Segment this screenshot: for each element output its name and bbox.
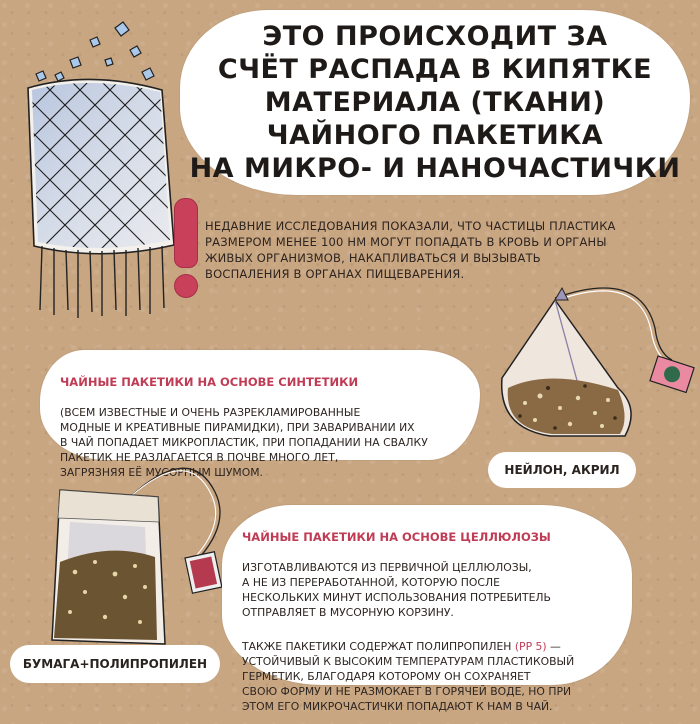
synthetic-card <box>40 350 480 479</box>
warning-dot <box>174 274 198 298</box>
heading-title: ЭТО ПРОИСХОДИТ ЗА СЧЁТ РАСПАДА В КИПЯТКЕ МАТЕРИАЛА (ТКАНИ) ЧАЙНОГО ПАКЕТИКА НА МИКРО- И НАНОЧАСТИЧКИ <box>189 21 681 184</box>
cellulose-body1: ИЗГОТАВЛИВАЮТСЯ ИЗ ПЕРВИЧНОЙ ЦЕЛЛЮЛОЗЫ, А НЕ ИЗ ПЕРЕРАБОТАННОЙ, КОТОРУЮ ПОСЛЕ НЕСКОЛЬКИХ МИНУТ ИСПОЛЬЗОВАНИЯ ПОТРЕБИТЕЛЬ ОТПРАВЛЯЕТ В МУСОРНУЮ КОРЗИНУ. <box>242 561 551 619</box>
paper-label: БУМАГА+ПОЛИПРОПИЛЕН <box>10 645 220 683</box>
cellulose-body2-pre: ТАКЖЕ ПАКЕТИКИ СОДЕРЖАТ ПОЛИПРОПИЛЕН <box>242 640 515 653</box>
cellulose-text <box>222 505 632 724</box>
synthetic-title: ЧАЙНЫЕ ПАКЕТИКИ НА ОСНОВЕ СИНТЕТИКИ <box>60 375 359 389</box>
warning-exclamation-icon <box>168 198 208 298</box>
mesh-tea-bag-illustration <box>10 10 180 330</box>
pp5-label: (PP 5) <box>514 640 547 653</box>
cellulose-card <box>222 505 632 713</box>
warning-bar <box>174 198 198 268</box>
nylon-label: НЕЙЛОН, АКРИЛ <box>488 452 636 488</box>
cellulose-body2-post: — УСТОЙЧИВЫЙ К ВЫСОКИМ ТЕМПЕРАТУРАМ ПЛАСТИКОВЫЙ ГЕРМЕТИК, БЛАГОДАРЯ КОТОРОМУ ОН СОХРАНЯЕТ СВОЮ ФОРМУ И НЕ РАЗМОКАЕТ В ГОРЯЧЕЙ ВОДЕ, НО ПРИ ЭТОМ ЕГО МИКРОЧАСТИЧКИ ПОПАДАЮТ К НАМ В ЧАЙ. <box>242 640 575 713</box>
paper-tea-bag-illustration <box>30 462 230 652</box>
synthetic-body: (ВСЕМ ИЗВЕСТНЫЕ И ОЧЕНЬ РАЗРЕКЛАМИРОВАННЫЕ МОДНЫЕ И КРЕАТИВНЫЕ ПИРАМИДКИ), ПРИ ЗАВАРИВАНИИ ИХ В ЧАЙ ПОПАДАЕТ МИКРОПЛАСТИК, ПРИ ПОПАДАНИИ НА СВАЛКУ ПАКЕТИК НЕ РАЗЛАГАЕТСЯ В ПОЧВЕ МНОГО ЛЕТ, ЗАГРЯЗНЯЯ ЕЁ МУСОРНЫМ ШУМОМ. <box>60 406 428 479</box>
cellulose-title: ЧАЙНЫЕ ПАКЕТИКИ НА ОСНОВЕ ЦЕЛЛЮЛОЗЫ <box>242 530 551 544</box>
research-text: НЕДАВНИЕ ИССЛЕДОВАНИЯ ПОКАЗАЛИ, ЧТО ЧАСТИЦЫ ПЛАСТИКА РАЗМЕРОМ МЕНЕЕ 100 НМ МОГУТ ПОПАДАТЬ В КРОВЬ И ОРГАНЫ ЖИВЫХ ОРГАНИЗМОВ, НАКАПЛИВАТЬСЯ И ВЫЗЫВАТЬ ВОСПАЛЕНИЯ В ОРГАНАХ ПИЩЕВАРЕНИЯ. <box>205 219 616 281</box>
pyramid-tea-bag-illustration <box>490 278 700 458</box>
heading-block <box>180 10 690 195</box>
